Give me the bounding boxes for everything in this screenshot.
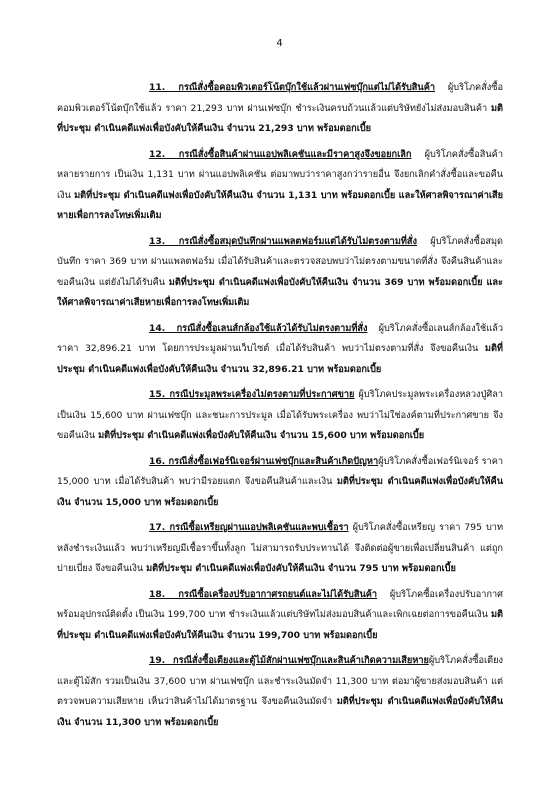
case-paragraph <box>57 585 503 647</box>
case-body: ผู้บริโภคสั่งซื้อเฟอร์นิเจอร์ ราคา 15,000 บาท เมื่อได้รับสินค้า พบว่ามีรอยแตก จึงขอคืนสินค้าและเงิน <box>57 455 503 487</box>
case-title: 11. กรณีสั่งซื้อคอมพิวเตอร์โน้ตบุ๊กใช้แล้วผ่านเฟซบุ๊กแต่ไม่ได้รับสินค้า <box>149 82 435 93</box>
case-paragraph <box>57 319 503 381</box>
case-body: ผู้บริโภคสั่งซื้อเหรียญ ราคา 795 บาท หลังชำระเงินแล้ว พบว่าเหรียญมีเชื้อราขึ้นทั้งลูก ไม่สามารถรับประทานได้ จึงติดต่อผู้ขายเพื่อเปลี่ยนสินค้า แต่ถูกบ่ายเบี่ยง จึงขอคืนเงิน <box>57 522 503 574</box>
document-body <box>57 78 503 738</box>
case-title: 15. กรณีประมูลพระเครื่องไม่ตรงตามที่ประกาศขาย <box>149 389 355 400</box>
case-resolution: มติที่ประชุม ดำเนินคดีแพ่งเพื่อบังคับให้คืนเงิน จำนวน 369 บาท พร้อมดอกเบี้ย และให้ศาลพิจารณาค่าเสียหายเพื่อการลงโทษเพิ่มเติม <box>57 276 503 308</box>
case-resolution: มติที่ประชุม ดำเนินคดีแพ่งเพื่อบังคับให้คืนเงิน จำนวน 795 บาท พร้อมดอกเบี้ย <box>146 563 456 574</box>
page-number: 4 <box>276 38 283 49</box>
case-resolution: มติที่ประชุม ดำเนินคดีแพ่งเพื่อบังคับให้คืนเงิน จำนวน 1,131 บาท พร้อมดอกเบี้ย และให้ศาลพิจารณาค่าเสียหายเพื่อการลงโทษเพิ่มเติม <box>57 189 503 221</box>
case-title: 19. กรณีสั่งซื้อเตียงและตู้ไม้สักผ่านเฟซบุ๊กและสินค้าเกิดความเสียหาย <box>149 655 429 666</box>
case-resolution: มติที่ประชุม ดำเนินคดีแพ่งเพื่อบังคับให้คืนเงิน จำนวน 32,896.21 บาท พร้อมดอกเบี้ย <box>57 343 503 375</box>
case-paragraph <box>57 518 503 580</box>
case-body: ผู้บริโภคสั่งซื้อสมุดบันทึก ราคา 369 บาท ผ่านแพลตฟอร์ม เมื่อได้รับสินค้าและตรวจสอบพบว่าไม่ตรงตามขนาดที่สั่ง จึงคืนสินค้าและขอคืนเงิน แต่ยังไม่ได้รับคืน <box>57 235 503 288</box>
case-paragraph <box>57 78 503 140</box>
case-body: ผู้บริโภคซื้อเครื่องปรับอากาศพร้อมอุปกรณ์ติดตั้ง เป็นเงิน 199,700 บาท ชำระเงินแล้วแต่บริษัทไม่ส่งมอบสินค้าและเพิกเฉยต่อการขอคืนเงิน <box>57 588 503 620</box>
case-body: ผู้บริโภคประมูลพระเครื่องหลวงปู่ศิลา เป็นเงิน 15,600 บาท ผ่านเฟซบุ๊ก และชนะการประมูล เมื่อได้รับพระเครื่อง พบว่าไม่ใช่องค์ตามที่ประกาศขาย จึงขอคืนเงิน <box>57 389 503 441</box>
case-title: 16. กรณีสั่งซื้อเฟอร์นิเจอร์ผ่านเฟซบุ๊กและสินค้าเกิดปัญหา <box>149 455 379 467</box>
case-paragraph <box>57 651 503 733</box>
case-title: 14. กรณีสั่งซื้อเลนส์กล้องใช้แล้วได้รับไม่ตรงตามที่สั่ง <box>149 322 368 334</box>
case-body: ผู้บริโภคสั่งซื้อสินค้าหลายรายการ เป็นเงิน 1,131 บาท ผ่านแอปพลิเคชัน ต่อมาพบว่าราคาสูงกว่ารายอื่น จึงยกเลิกคำสั่งซื้อและขอคืนเงิน <box>57 148 503 201</box>
case-body: ผู้บริโภคสั่งซื้อคอมพิวเตอร์โน้ตบุ๊กใช้แล้ว ราคา 21,293 บาท ผ่านเฟซบุ๊ก ชำระเงินครบถ้วนแล้วแต่บริษัทยังไม่ส่งมอบสินค้า <box>57 82 503 114</box>
case-resolution: มติที่ประชุม ดำเนินคดีแพ่งเพื่อบังคับให้คืนเงิน จำนวน 15,000 บาท พร้อมดอกเบี้ย <box>57 476 503 508</box>
case-title: 13. กรณีสั่งซื้อสมุดบันทึกผ่านแพลตฟอร์มแต่ได้รับไม่ตรงตามที่สั่ง <box>149 235 418 247</box>
case-resolution: มติที่ประชุม ดำเนินคดีแพ่งเพื่อบังคับให้คืนเงิน จำนวน 11,300 บาท พร้อมดอกเบี้ย <box>57 696 503 728</box>
case-title: 17. กรณีซื้อเหรียญผ่านแอปพลิเคชันและพบเชื้อรา <box>149 522 349 533</box>
case-resolution: มติที่ประชุม ดำเนินคดีแพ่งเพื่อบังคับให้คืนเงิน จำนวน 21,293 บาท พร้อมดอกเบี้ย <box>57 102 503 134</box>
case-paragraph <box>57 452 503 514</box>
case-paragraph <box>57 232 503 314</box>
case-body: ผู้บริโภคสั่งซื้อเตียงและตู้ไม้สัก รวมเป็นเงิน 37,600 บาท ผ่านเฟซบุ๊ก และชำระเงินมัดจำ 11,300 บาท ต่อมาผู้ขายส่งมอบสินค้า แต่ตรวจพบความเสียหาย เห็นว่าสินค้าไม่ได้มาตรฐาน จึงขอคืนเงินมัดจำ <box>57 655 503 707</box>
case-resolution: มติที่ประชุม ดำเนินคดีแพ่งเพื่อบังคับให้คืนเงิน จำนวน 199,700 บาท พร้อมดอกเบี้ย <box>57 609 503 641</box>
case-body: ผู้บริโภคสั่งซื้อเลนส์กล้องใช้แล้ว ราคา 32,896.21 บาท โดยการประมูลผ่านเว็บไซต์ เมื่อได้รับสินค้า พบว่าไม่ตรงตามที่สั่ง จึงขอคืนเงิน <box>57 322 503 354</box>
case-resolution: มติที่ประชุม ดำเนินคดีแพ่งเพื่อบังคับให้คืนเงิน จำนวน 15,600 บาท พร้อมดอกเบี้ย <box>98 430 425 441</box>
case-paragraph <box>57 385 503 447</box>
case-title: 18. กรณีซื้อเครื่องปรับอากาศรถยนต์และไม่ได้รับสินค้า <box>149 588 378 600</box>
case-title: 12. กรณีสั่งซื้อสินค้าผ่านแอปพลิเคชันและมีราคาสูงจึงขอยกเลิก <box>149 148 412 160</box>
case-paragraph <box>57 145 503 227</box>
